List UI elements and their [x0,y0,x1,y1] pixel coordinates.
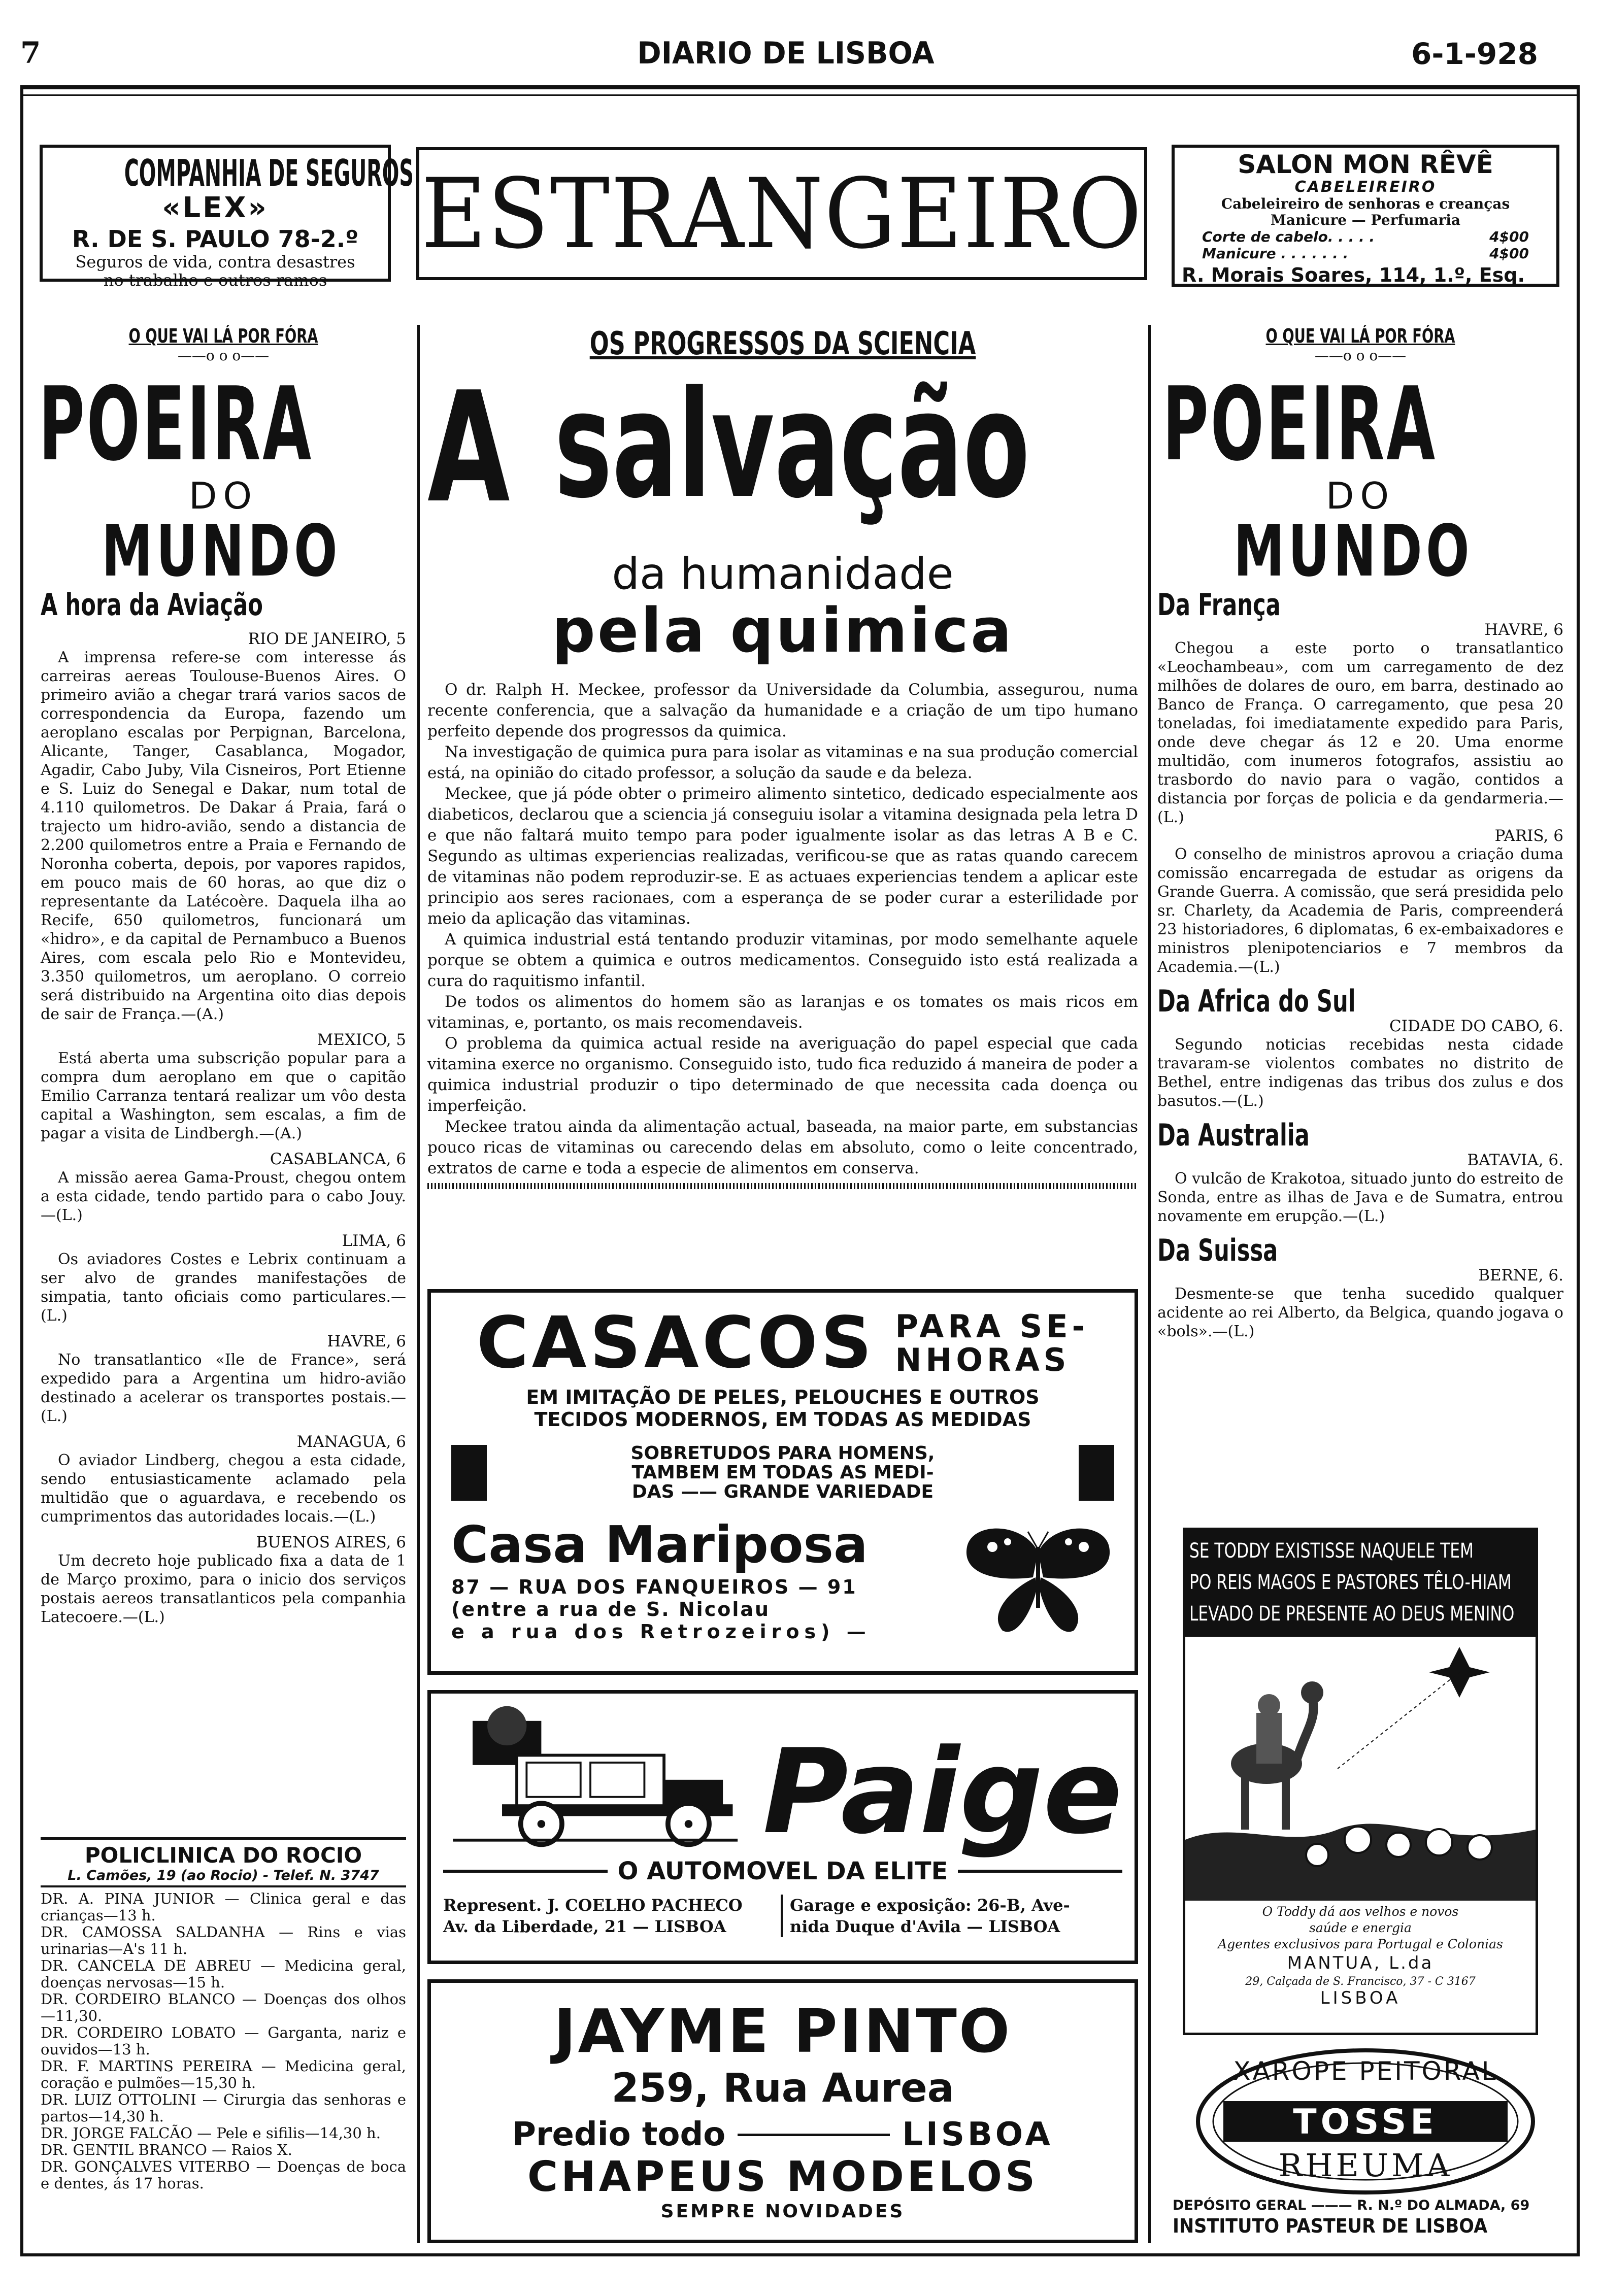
butterfly-icon [962,1522,1114,1638]
casacos-line1: EM IMITAÇÃO DE PELES, PELOUCHES E OUTROS [526,1386,1040,1408]
lex-desc1: Seguros de vida, contra desastres [75,252,355,272]
left-news-items [41,630,406,1627]
section-title: ESTRANGEIRO [421,157,1143,270]
frame-right [1577,85,1580,2256]
paige-rule-right [958,1870,1122,1873]
policlinica-top-rule [41,1837,406,1840]
news-dateline: BUENOS AIRES, 6 [256,1533,406,1551]
casacos-para2: NHORAS [895,1341,1071,1378]
casacos-line2: TECIDOS MODERNOS, EM TODAS AS MEDIDAS [534,1408,1031,1431]
page-number: 7 [20,36,41,70]
ad-toddy [1183,1528,1538,2035]
xarope-l3: RHEUMA [1278,2147,1453,2184]
doctor-entry: DR. CAMOSSA SALDANHA — Rins e vias urinarias—A's 11 h. [41,1923,406,1957]
doctor-entry: DR. CORDEIRO BLANCO — Doenças dos olhos—11,30. [41,1990,406,2024]
section-subhead: Da Australia [1157,1118,1310,1153]
doctor-entry: DR. GONÇALVES VITERBO — Doenças de boca e dentes, ás 17 horas. [41,2158,406,2192]
article-paragraph: A quimica industrial está tentando produzir vitaminas, por modo semelhante aquele porque se obtem a quimica e outros medicamentos. Conseguido isto está realizada a cura do raquitismo infantil. [427,930,1138,990]
casacos-black-block-left [451,1445,487,1501]
doctor-entry: DR. F. MARTINS PEREIRA — Medicina geral, coração e pulmões—15,30 h. [41,2057,406,2091]
ad-xarope [1168,2045,1563,2248]
jayme-addr: 259, Rua Aurea [611,2066,954,2111]
lex-address: R. DE S. PAULO 78-2.º [72,225,359,253]
salon-price2: 4$00 [1489,245,1529,262]
section-subhead-wrap [1157,1233,1563,1266]
right-column [1157,325,1563,1341]
casacos-box3: DAS —— GRANDE VARIEDADE [631,1481,934,1502]
salon-item2: Manicure . . . . . . . [1202,245,1349,262]
left-title-mundo: MUNDO [102,510,341,593]
casacos-shop: Casa Mariposa [451,1515,868,1574]
left-ornament: ——o o o—— [177,347,270,364]
xarope-l1: XAROPE PEITORAL [1233,2056,1498,2086]
ad-paige [427,1690,1138,1964]
paige-rep1: Represent. J. COELHO PACHECO [443,1896,743,1915]
casacos-box1: SOBRETUDOS PARA HOMENS, [630,1443,935,1464]
jayme-l1a: Predio todo [512,2116,726,2153]
toddy-b4: MANTUA, L.da [1287,1953,1434,1973]
doctor-entry: DR. GENTIL BRANCO — Raios X. [41,2141,292,2158]
news-text: O conselho de ministros aprovou a criação duma comissão encarregada de estudar as origens da Grande Guerra. A comissão, que será presidida pelo sr. Charlety, da Academia de Paris, compreenderá 23 historiadores, 6 diplomatas, 6 ex-embaixadores e ministros plenipotenciarios e 7 membros da Academia.—(L.) [1157,846,1563,976]
article-paragraph: Na investigação de quimica pura para isolar as vitaminas e na sua produção comercial está, na opinião do citado professor, a solução da saude e da beleza. [427,743,1138,782]
left-kicker: O QUE VAI LÁ POR FÓRA [128,325,318,347]
section-subhead-wrap [1157,587,1563,621]
policlinica-doctor-list [41,1890,406,2192]
xarope-l2: TOSSE [1293,2102,1438,2142]
salon-line2: Manicure — Perfumaria [1270,212,1461,228]
header-rule [20,85,1580,89]
casacos-addr1: 87 — RUA DOS FANQUEIROS — 91 [451,1576,857,1598]
ad-jayme-pinto [427,1979,1138,2243]
article-paragraph: Meckee tratou ainda da alimentação actual, baseada, na maior parte, em substancias pouco ricas de vitaminas ou carecendo delas em absoluto, como o leite concentrado, extratos de carne e toda a especie de alimentos em conserva. [427,1118,1138,1177]
column-rule-right [1148,325,1151,2243]
article-paragraph: O dr. Ralph H. Meckee, professor da Universidade da Columbia, assegurou, numa recente conferencia, que a salvação da humanidade e a criação de um tipo humano perfeito depende dos progressos da quimica. [427,681,1138,740]
center-column [427,325,1138,1189]
news-dateline: HAVRE, 6 [1484,621,1563,639]
toddy-l3: LEVADO DE PRESENTE AO DEUS MENINO [1189,1602,1515,1626]
center-article-body [427,680,1138,1179]
news-dateline: RIO DE JANEIRO, 5 [248,630,406,648]
center-title-main: salvação [554,360,1030,531]
frame-left [20,85,23,2256]
right-title-mundo: MUNDO [1234,510,1473,593]
section-subhead: Da Suissa [1157,1233,1278,1268]
ad-casacos [427,1289,1138,1675]
left-title-do: DO [188,475,258,517]
casacos-para1: PARA SE- [895,1308,1089,1345]
magi-illustration-icon [1185,1637,1536,1901]
center-title-sub: da humanidade [612,549,954,599]
doctor-entry: DR. CORDEIRO LOBATO — Garganta, nariz e ouvidos—13 h. [41,2024,406,2058]
header-rule-thin [20,94,1580,96]
news-dateline: CASABLANCA, 6 [270,1150,406,1168]
doctor-entry: DR. A. PINA JUNIOR — Clinica geral e das crianças—13 h. [41,1890,406,1924]
ad-lex [40,145,414,290]
news-dateline: BATAVIA, 6. [1467,1151,1563,1169]
salon-name: SALON MON RÊVÊ [1238,150,1493,179]
jayme-l3: SEMPRE NOVIDADES [660,2201,905,2222]
news-text: Segundo noticias recebidas nesta cidade travaram-se violentos combates no distrito de Bethel, entre indigenas das tribus dos zulus e dos basutos.—(L.) [1157,1036,1563,1110]
paige-rep2: Av. da Liberdade, 21 — LISBOA [443,1917,726,1936]
jayme-l1-rule [738,2134,890,2136]
news-text: Está aberta uma subscrição popular para a compra dum aeroplano em que o capitão Emilio Carranza tentará realizar um vôo desta capital a Washington, sem escalas, a fim de pagar a visita de Lindbergh.—(A.) [41,1050,406,1142]
article-paragraph: Meckee, que já póde obter o primeiro alimento sintetico, dedicado especialmente aos diabeticos, declarou que a sciencia já conseguiu isolar a vitamina designada pela letra D e que não faltará muito tempo para poder igualmente isolar as das letras A B e C. Segundo as ultimas experiencias realizadas, verificou-se que as ratas quando carecem de vitaminas não podem reproduzir-se. E as actuaes experiencias tendem a aplicar este principio aos seres racionaes, com a esperança de se poder curar a esterilidade por meio da aplicação das vitaminas. [427,785,1138,928]
left-title-poeira: POEIRA [39,365,313,484]
salon-sub: CABELEIREIRO [1294,178,1437,196]
news-text: Chegou a este porto o transatlantico «Leochambeau», com um carregamento de dez milhões de dolares de ouro, em barra, destinado ao Banco de França. O carregamento, que pesa 20 toneladas, foi imediatamente expedido para Paris, onde deve chegar ás 12 e 20. Uma enorme multidão, com inumeros fotografos, assistiu ao trasbordo do navio para o vagão, contidos a distancia por forças de policia e da gendarmeria.—(L.) [1157,639,1563,826]
center-kicker: OS PROGRESSOS DA SCIENCIA [589,325,976,362]
salon-line1: Cabeleireiro de senhoras e creanças [1221,195,1510,212]
section-subhead: Da Africa do Sul [1157,984,1356,1019]
doctor-entry: DR. JORGE FALCÃO — Pele e sifilis—14,30 h. [41,2124,381,2142]
news-dateline: BERNE, 6. [1478,1266,1563,1285]
car-illustration-icon [443,1704,747,1851]
article-paragraph: O problema da quimica actual reside na averiguação do papel especial que cada vitamina exerce no organismo. Conseguido isto, tudo fica reduzido á maneira de poder a quimica industrial produzir o tipo determinado de que necessita cada doença ou imperfeição. [427,1034,1138,1115]
news-text: O aviador Lindberg, chegou a esta cidade, sendo entusiasticamente aclamado pela multidão que o aguardava, e recebendo os cumprimentos das autoridades locais.—(L.) [41,1451,406,1526]
xarope-inst: INSTITUTO PASTEUR DE LISBOA [1173,2215,1488,2237]
right-title-poeira: POEIRA [1162,365,1437,484]
right-kicker: O QUE VAI LÁ POR FÓRA [1265,325,1455,347]
paige-brand: Paige [762,1725,1122,1860]
section-title-frame [416,147,1147,280]
toddy-b2: saúde e energia [1309,1920,1412,1935]
news-dateline: PARIS, 6 [1494,827,1563,845]
lex-company-line: COMPANHIA DE SEGUROS [124,152,414,194]
toddy-b6: LISBOA [1320,1988,1401,2008]
lex-brand-text: «LEX» [162,191,269,224]
policlinica-address: L. Camões, 19 (ao Rocio) - Telef. N. 3747 [68,1868,379,1883]
salon-address: R. Morais Soares, 114, 1.º, Esq. [1182,264,1525,286]
section-subhead: Da França [1157,587,1281,623]
toddy-b3: Agentes exclusivos para Portugal e Colonias [1218,1937,1503,1951]
news-text: O vulcão de Krakotoa, situado junto do estreito de Sonda, entre as ilhas de Java e de Sumatra, entrou novamente em erupção.—(L.) [1157,1170,1563,1225]
casacos-box2: TAMBEM EM TODAS AS MEDI- [631,1462,934,1483]
jayme-name: JAYME PINTO [553,1996,1012,2066]
toddy-banner [1185,1530,1536,1637]
center-title-sub2: pela quimica [552,596,1014,666]
casacos-addr2: (entre a rua de S. Nicolau [451,1598,771,1620]
news-dateline: CIDADE DO CABO, 6. [1389,1017,1563,1035]
news-dateline: HAVRE, 6 [327,1332,406,1350]
xarope-dep: DEPÓSITO GERAL ——— R. N.º DO ALMADA, 69 [1173,2198,1530,2213]
salon-price1: 4$00 [1489,228,1529,245]
policlinica [41,1837,406,2192]
left-column [41,325,406,1627]
news-dateline: MEXICO, 5 [317,1031,406,1049]
news-text: Os aviadores Costes e Lebrix continuam a ser alvo de grandes manifestações de simpatia, tanto oficiais como particulares.—(L.) [41,1251,406,1325]
paige-slogan: O AUTOMOVEL DA ELITE [617,1857,948,1885]
news-text: No transatlantico «Ile de France», será expedido para a Argentina um hidro-avião destinado a acelerar os transportes postais.—(L.) [41,1351,406,1425]
doctor-entry: DR. LUIZ OTTOLINI — Cirurgia das senhoras e partos—14,30 h. [41,2091,406,2125]
news-text: A missão aerea Gama-Proust, chegou ontem a esta cidade, tendo partido para o cabo Jouy.—(L.) [41,1169,406,1224]
toddy-l2: PO REIS MAGOS E PASTORES TÊLO-HIAM [1189,1571,1512,1594]
paper-title: DIARIO DE LISBOA [637,36,935,71]
paige-rule-left [443,1870,608,1873]
right-title-do: DO [1325,475,1395,517]
section-subhead-wrap [1157,1118,1563,1151]
right-news-sections [1157,587,1563,1341]
jayme-l1b: LISBOA [902,2116,1053,2153]
news-text: A imprensa refere-se com interesse ás carreiras aereas Toulouse-Buenos Aires. O primeiro avião a chegar trará varios sacos de correspondencia da Europa, fazendo um aeroplano escalas por Perpignan, Barcelona, Alicante, Tanger, Casablanca, Mogador, Agadir, Cabo Juby, Vila Cisneiros, Port Etienne e S. Luiz do Senegal e Dakar, num total de 4.110 quilometros. De Dakar á Praia, fará o trajecto um hidro-avião, sendo a distancia de 2.200 quilometros entre a Praia e Fernando de Noronha coberta, depois, por vapores rapidos, em pouco mais de 60 horas, ao que diz o representante da Latécoère. Daquela ilha ao Recife, 650 quilometros, funcionará um «hidro», e da capital de Pernambuco a Buenos Aires, com escala pelo Rio e Montevideu, 3.350 quilometros, um aeroplano. O correio será distribuido na Argentina oito dias depois de sair de França.—(A.) [41,649,406,1023]
casacos-addr3: e a rua dos Retrozeiros) — [451,1620,871,1643]
center-hatched-rule [427,1183,1138,1189]
news-dateline: LIMA, 6 [342,1232,406,1250]
paige-gar1: Garage e exposição: 26-B, Ave- [790,1896,1070,1915]
news-dateline: MANAGUA, 6 [296,1433,406,1451]
toddy-b1: O Toddy dá aos velhos e novos [1262,1904,1459,1919]
lex-desc2: no trabalho e outros ramos [103,271,327,290]
ad-salon [1172,145,1559,287]
column-rule-left [417,325,420,2243]
article-paragraph: De todos os alimentos do homem são as laranjas e os tomates os mais ricos em vitaminas, e, portanto, os mais recomendaveis. [427,993,1138,1032]
policlinica-mid-rule [41,1885,406,1887]
casacos-big: CASACOS [476,1302,875,1385]
section-subhead-wrap [1157,984,1563,1017]
left-subhead: A hora da Aviação [41,587,263,623]
center-title-a: A [427,359,510,536]
lex-brand [50,191,381,224]
toddy-l1: SE TODDY EXISTISSE NAQUELE TEM [1189,1539,1474,1563]
bottom-rule [20,2253,1580,2256]
issue-date: 6-1-928 [1411,37,1538,71]
policlinica-title: POLICLINICA DO ROCIO [84,1843,362,1868]
right-ornament: ——o o o—— [1314,347,1407,364]
jayme-l2: CHAPEUS MODELOS [527,2153,1039,2201]
doctor-entry: DR. CANCELA DE ABREU — Medicina geral, doenças nervosas—15 h. [41,1957,406,1991]
toddy-b5: 29, Calçada de S. Francisco, 37 - C 3167 [1245,1975,1476,1988]
news-text: Desmente-se que tenha sucedido qualquer acidente ao rei Alberto, da Belgica, quando jogava o «bols».—(L.) [1157,1285,1563,1340]
paige-gar2: nida Duque d'Avila — LISBOA [790,1917,1060,1936]
news-text: Um decreto hoje publicado fixa a data de 1 de Março proximo, para o inicio dos serviços postais aereos transatlanticos pela companhia Latecoere.—(L.) [41,1552,406,1626]
casacos-black-block-right [1079,1445,1114,1501]
salon-item1: Corte de cabelo. . . . . [1202,228,1375,245]
